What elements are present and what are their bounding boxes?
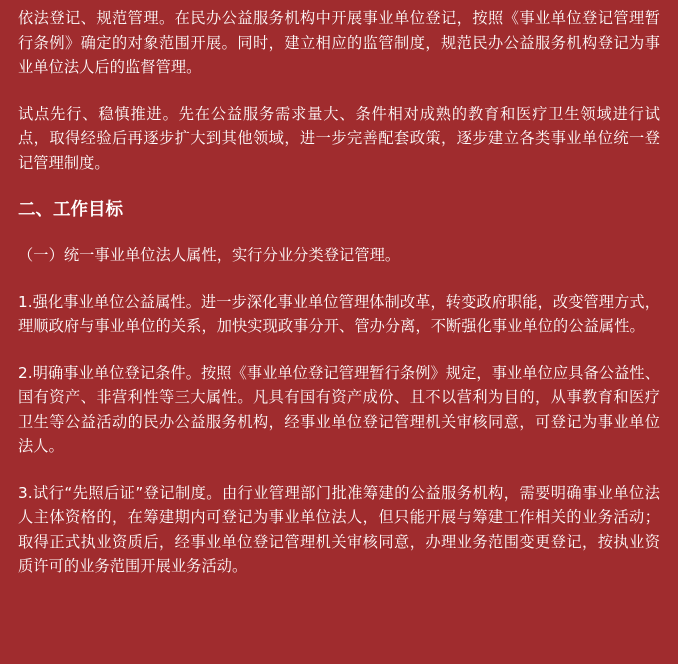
paragraph-principle-pilot-first: 试点先行、稳慎推进。先在公益服务需求量大、条件相对成熟的教育和医疗卫生领域进行试点，取得经验后再逐步扩大到其他领域，进一步完善配套政策，逐步建立各类事业单位统一登记管理制度。 [18, 104, 660, 172]
paragraph-item-2: 2.明确事业单位登记条件。按照《事业单位登记管理暂行条例》规定，事业单位应具备公益性、国有资产、非营利性等三大属性。凡具有国有资产成份、且不以营利为目的，从事教育和医疗卫生等公益活动的民办公益服务机构，经事业单位登记管理机关审核同意，可登记为事业单位法人。 [18, 363, 660, 455]
paragraph-item-3: 3.试行“先照后证”登记制度。由行业管理部门批准筹建的公益服务机构，需要明确事业单位法人主体资格的，在筹建期内可登记为事业单位法人，但只能开展与筹建工作相关的业务活动；取得正式执业资质后，经事业单位登记管理机关审核同意，办理业务范围变更登记，按执业资质许可的业务范围开展业务活动。 [18, 483, 660, 575]
section-heading-work-goals: 二、工作目标 [18, 200, 123, 220]
paragraph-principle-lawful-registration: 依法登记、规范管理。在民办公益服务机构中开展事业单位登记，按照《事业单位登记管理暂行条例》确定的对象范围开展。同时，建立相应的监管制度，规范民办公益服务机构登记为事业单位法人后的监督管理。 [18, 9, 660, 76]
paragraph-subsection-one: （一）统一事业单位法人属性，实行分业分类登记管理。 [18, 246, 401, 264]
paragraph-item-1: 1.强化事业单位公益属性。进一步深化事业单位管理体制改革，转变政府职能，改变管理方式，理顺政府与事业单位的关系，加快实现政事分开、管办分离，不断强化事业单位的公益属性。 [18, 292, 660, 335]
